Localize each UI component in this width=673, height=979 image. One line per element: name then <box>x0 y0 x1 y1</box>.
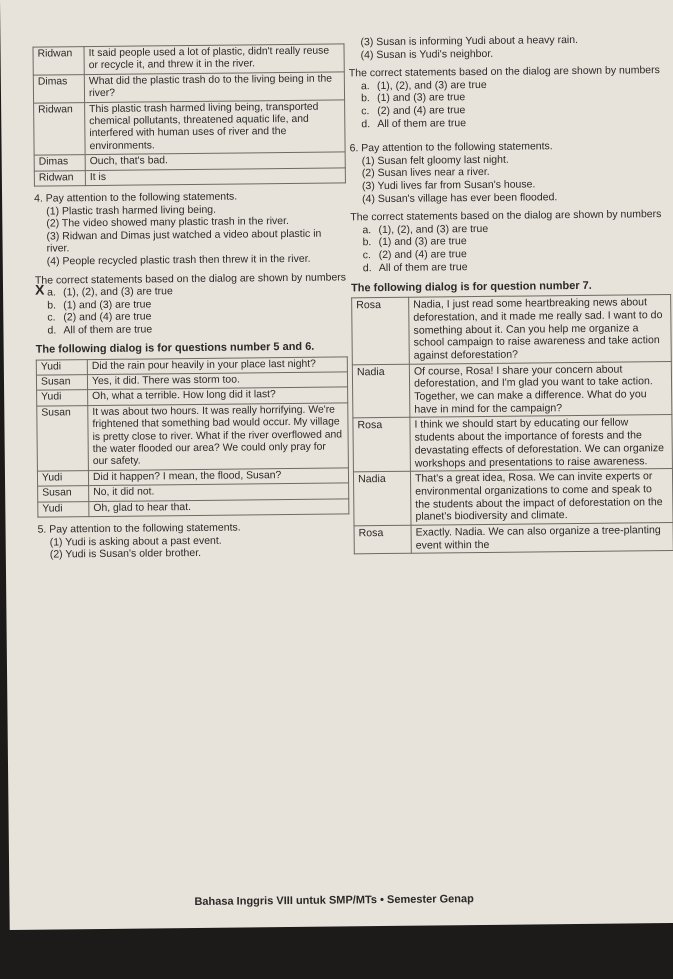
dialog-line: Nadia, I just read some heartbreaking news about deforestation, and it made me really sad. I want to do something about it. Can you help me organize a school campaign to raise awareness and take action against deforestation? <box>409 295 672 364</box>
option-letter: b. <box>360 92 370 105</box>
dialog-line: I think we should start by educating our fellow students about the importance of forests and the devastating effects of deforestation. We can organize workshops and presentations to raise awareness. <box>410 415 673 472</box>
option-text: (1) and (3) are true <box>63 298 152 312</box>
dialog-table-rosa-nadia <box>351 294 673 555</box>
statement-item: (2) The video showed many plastic trash in the river. <box>46 215 289 230</box>
dialog-line: No, it did not. <box>89 483 349 501</box>
dialog-line: What did the plastic trash do to the living being in the river? <box>84 72 344 103</box>
option-text: (1) and (3) are true <box>378 235 467 249</box>
dialog-line: Oh, glad to hear that. <box>89 499 349 517</box>
question-5-options <box>349 77 670 131</box>
dialog-table-yudi-susan <box>36 356 350 518</box>
dialog-row <box>37 403 349 471</box>
statement-item: (3) Susan is informing Yudi about a heavy rain. <box>360 33 579 49</box>
speaker-name: Yudi <box>37 470 88 486</box>
speaker-name: Rosa <box>354 525 411 554</box>
statement-item: (1) Yudi is asking about a past event. <box>49 534 222 549</box>
statement-item: (4) People recycled plastic trash then threw it in the river. <box>46 252 311 268</box>
dialog-line: It was about two hours. It was really horrifying. We're frightened that something bad would occur. My village is pretty close to river. What if the river overflowed and the water flooded our area? We could only pray for our safety. <box>88 403 349 471</box>
speaker-name: Rosa <box>352 297 410 364</box>
question-6-options <box>350 221 671 275</box>
option-text: (1), (2), and (3) are true <box>376 78 487 92</box>
question-4 <box>34 189 347 337</box>
option-letter: d. <box>362 261 372 274</box>
answer-option[interactable] <box>349 115 669 131</box>
option-letter: b. <box>47 299 57 312</box>
statement-item: (2) Yudi is Susan's older brother. <box>49 547 202 561</box>
question-6-stem: 6. Pay attention to the following statements. <box>349 140 553 155</box>
question-5-prompt: The correct statements based on the dialog are shown by numbers <box>348 64 660 80</box>
dialog-row <box>352 361 672 418</box>
option-text: All of them are true <box>378 260 468 274</box>
question-5-continued <box>348 33 669 131</box>
dialog-3-heading: The following dialog is for question number 7. <box>350 279 592 295</box>
question-6-statements <box>350 152 671 206</box>
dialog-line: Of course, Rosa! I share your concern about deforestation, and I'm glad you want to take action. Together, we can make a difference. What do you have in mind for the campaign? <box>409 361 672 418</box>
option-text: (2) and (4) are true <box>378 248 467 261</box>
right-column <box>348 0 673 555</box>
option-letter: c. <box>47 311 56 324</box>
dialog-line: That's a great idea, Rosa. We can invite experts or environmental organizations to come and speak to the students about the impact of deforestation on the planet's biodiversity and climate. <box>410 469 673 526</box>
dialog-line: Ouch, that's bad. <box>85 152 345 170</box>
page-footer: Bahasa Inggris VIII untuk SMP/MTs • Semester Genap <box>194 893 474 909</box>
question-4-options <box>34 281 348 338</box>
dialog-line: Exactly. Nadia. We can also organize a tree-planting event within the <box>411 523 673 554</box>
speaker-name: Dimas <box>33 74 84 102</box>
speaker-name: Yudi <box>37 390 88 406</box>
statement-item: (1) Plastic trash harmed living being. <box>46 203 217 218</box>
question-5-stem: 5. Pay attention to the following statements. <box>37 521 241 536</box>
option-text: (2) and (4) are true <box>63 310 152 324</box>
question-5-statements <box>38 533 350 561</box>
question-4-statements <box>34 202 347 268</box>
dialog-row <box>33 72 344 103</box>
question-4-prompt: The correct statements based on the dialog are shown by numbers <box>34 271 347 287</box>
statement-item: (3) Yudi lives far from Susan's house. <box>361 178 536 193</box>
option-text: (2) and (4) are true <box>377 104 466 118</box>
dialog-line: This plastic trash harmed living being, transported chemical pollutants, threatened aquatic life, and interfered with human uses of river and the environments. <box>85 100 346 155</box>
option-letter: c. <box>362 249 371 262</box>
option-text: (1) and (3) are true <box>376 91 466 105</box>
option-letter: a. <box>47 286 56 299</box>
option-text: (1), (2), and (3) are true <box>63 285 173 299</box>
dialog-row <box>34 100 346 156</box>
option-letter: b. <box>362 236 372 249</box>
left-column <box>32 0 350 561</box>
option-letter: a. <box>360 79 370 93</box>
speaker-name: Susan <box>37 405 89 471</box>
speaker-name: Ridwan <box>34 170 85 186</box>
dialog-line: It is <box>85 168 345 186</box>
option-text: (1), (2), and (3) are true <box>378 222 489 236</box>
dialog-line: Did it happen? I mean, the flood, Susan? <box>88 468 348 486</box>
dialog-line: Oh, what a terrible. How long did it last? <box>88 387 348 405</box>
dialog-table-ridwan-dimas <box>32 43 345 186</box>
dialog-row <box>34 168 345 187</box>
statement-item: (3) Ridwan and Dimas just watched a video about plastic in river. <box>46 227 322 255</box>
answer-option[interactable] <box>35 321 347 337</box>
speaker-name: Susan <box>36 375 87 391</box>
dialog-row <box>38 499 349 518</box>
option-letter: d. <box>361 117 371 130</box>
statement-item: (4) Susan is Yudi's neighbor. <box>360 47 494 61</box>
speaker-name: Susan <box>38 486 89 502</box>
question-6 <box>350 139 671 274</box>
option-text: All of them are true <box>377 116 467 130</box>
speaker-name: Yudi <box>36 359 87 375</box>
speaker-name: Rosa <box>353 418 411 472</box>
statement-item: (4) Susan's village has ever been flooded. <box>362 190 558 205</box>
option-letter: c. <box>361 105 370 118</box>
option-letter: d. <box>47 324 57 337</box>
dialog-row <box>353 415 673 472</box>
statement-item: (1) Susan felt gloomy last night. <box>361 153 509 167</box>
dialog-row <box>352 295 672 365</box>
dialog-row <box>33 44 344 75</box>
speaker-name: Ridwan <box>33 47 84 75</box>
dialog-line: It said people used a lot of plastic, didn't really reuse or recycle it, and threw it in the river. <box>84 44 344 75</box>
speaker-name: Yudi <box>38 501 89 517</box>
speaker-name: Ridwan <box>34 102 86 155</box>
dialog-row <box>353 469 673 526</box>
dialog-line: Did the rain pour heavily in your place last night? <box>87 356 347 374</box>
question-4-stem: 4. Pay attention to the following statements. <box>34 190 238 205</box>
dialog-row <box>354 523 673 555</box>
question-5-statements-continued <box>348 33 668 62</box>
answer-mark: X <box>34 281 45 298</box>
answer-option[interactable] <box>351 258 671 274</box>
speaker-name: Nadia <box>352 364 410 418</box>
statement-item: (2) Susan lives near a river. <box>361 166 490 180</box>
option-text: All of them are true <box>63 323 153 337</box>
dialog-2-heading: The following dialog is for questions number 5 and 6. <box>35 340 315 356</box>
speaker-name: Nadia <box>353 471 411 525</box>
option-letter: a. <box>362 223 372 236</box>
speaker-name: Dimas <box>34 155 85 171</box>
dialog-line: Yes, it did. There was storm too. <box>87 372 347 390</box>
question-5 <box>37 520 349 561</box>
question-6-prompt: The correct statements based on the dialog are shown by numbers <box>350 208 662 224</box>
